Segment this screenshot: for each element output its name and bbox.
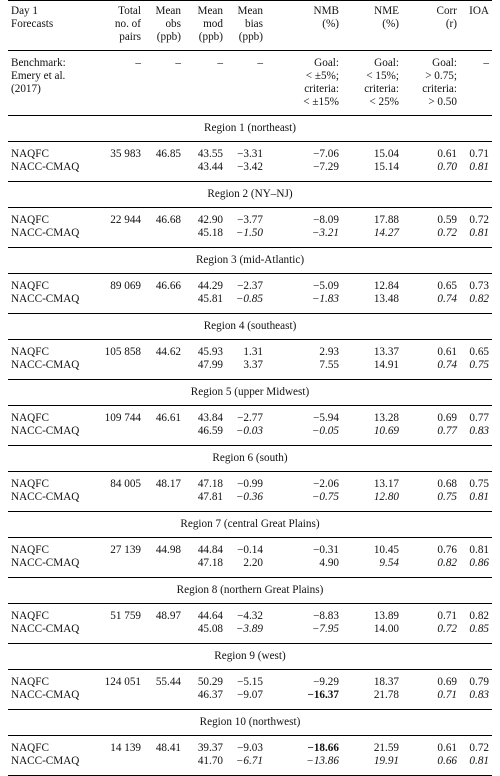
cell-name: NACC-CMAQ [11, 227, 80, 239]
cell-name: NAQFC [11, 478, 49, 490]
table-row [8, 142, 492, 162]
cell-obs: 46.66 [155, 280, 181, 292]
region-title: Region 9 (west) [8, 644, 492, 670]
cell-bias: −0.99 [237, 478, 263, 490]
cell-mod: 47.99 [197, 359, 223, 371]
cell-mod: 45.81 [197, 293, 223, 305]
cell-bias: −0.36 [235, 491, 263, 503]
table-row [8, 472, 492, 492]
cell-corr: 0.71 [437, 689, 457, 701]
table-row [8, 340, 492, 360]
benchmark-row [8, 51, 492, 116]
cell-nmb: −7.06 [313, 148, 339, 160]
table-row [8, 604, 492, 624]
cell-obs: 46.85 [155, 148, 181, 160]
benchmark-mod: – [217, 57, 223, 69]
forecast-evaluation-table [8, 0, 492, 776]
cell-corr: 0.70 [437, 161, 457, 173]
cell-nme: 13.37 [373, 346, 399, 358]
region-title: Region 10 (northwest) [8, 710, 492, 736]
cell-corr: 0.66 [402, 755, 460, 776]
cell-nmb: −7.95 [311, 623, 339, 635]
cell-bias: −2.37 [237, 280, 263, 292]
cell-nme: 9.54 [379, 557, 399, 569]
cell-name: NACC-CMAQ [8, 755, 96, 776]
benchmark-bias: – [257, 57, 263, 69]
cell-nmb: −3.21 [311, 227, 339, 239]
cell-pairs [96, 557, 144, 578]
cell-obs [144, 293, 184, 314]
table-row [8, 623, 492, 644]
cell-nmb: −13.86 [266, 755, 342, 776]
cell-nme: 18.37 [373, 676, 399, 688]
cell-mod: 47.18 [197, 557, 223, 569]
cell-obs: 48.41 [155, 742, 181, 754]
cell-bias: −0.03 [235, 425, 263, 437]
table-row [8, 538, 492, 558]
cell-nme: 21.59 [373, 742, 399, 754]
cell-name: NAQFC [11, 346, 49, 358]
cell-obs [144, 557, 184, 578]
cell-mod: 43.84 [197, 412, 223, 424]
cell-corr: 0.69 [437, 676, 457, 688]
cell-mod: 44.84 [197, 544, 223, 556]
cell-nme: 14.91 [373, 359, 399, 371]
cell-corr: 0.71 [437, 610, 457, 622]
cell-nmb: −16.37 [307, 689, 339, 701]
cell-obs [144, 491, 184, 512]
benchmark-corr: Goal: > 0.75; criteria: > 0.50 [422, 57, 457, 108]
cell-nmb: −8.83 [313, 610, 339, 622]
cell-bias: −5.15 [237, 676, 263, 688]
cell-pairs [96, 359, 144, 380]
region-title: Region 2 (NY–NJ) [8, 182, 492, 208]
cell-name: NACC-CMAQ [11, 425, 80, 437]
cell-name: NACC-CMAQ [11, 491, 80, 503]
cell-mod: 43.55 [197, 148, 223, 160]
cell-nmb: 7.55 [319, 359, 339, 371]
header-mean-obs: Mean obs (ppb) [144, 1, 184, 51]
header-corr: Corr (r) [402, 1, 460, 51]
cell-bias: −3.31 [237, 148, 263, 160]
cell-ioa: 0.81 [460, 755, 492, 776]
benchmark-nme: Goal: < 15%; criteria: < 25% [364, 57, 399, 108]
cell-bias: 2.20 [243, 557, 263, 569]
region-header [8, 446, 492, 472]
cell-mod: 47.18 [197, 478, 223, 490]
cell-obs [144, 623, 184, 644]
cell-pairs: 84 005 [110, 478, 141, 490]
cell-mod: 42.90 [197, 214, 223, 226]
cell-ioa: 0.71 [469, 148, 489, 160]
cell-pairs: 51 759 [110, 610, 141, 622]
cell-pairs [96, 161, 144, 182]
header-total-pairs: Total no. of pairs [96, 1, 144, 51]
cell-mod: 50.29 [197, 676, 223, 688]
region-title: Region 4 (southeast) [8, 314, 492, 340]
cell-ioa: 0.73 [469, 280, 489, 292]
cell-obs [144, 755, 184, 776]
cell-pairs: 89 069 [110, 280, 141, 292]
cell-mod: 46.59 [197, 425, 223, 437]
cell-bias: −3.77 [237, 214, 263, 226]
cell-pairs: 27 139 [110, 544, 141, 556]
cell-nme: 13.89 [373, 610, 399, 622]
cell-pairs [96, 623, 144, 644]
cell-obs [144, 161, 184, 182]
cell-obs [144, 689, 184, 710]
table-row [8, 293, 492, 314]
table-row [8, 491, 492, 512]
cell-obs: 44.62 [155, 346, 181, 358]
cell-nme: 13.48 [373, 293, 399, 305]
region-title: Region 5 (upper Midwest) [8, 380, 492, 406]
cell-name: NAQFC [11, 214, 49, 226]
region-title: Region 3 (mid-Atlantic) [8, 248, 492, 274]
cell-name: NAQFC [11, 148, 49, 160]
cell-name: NAQFC [11, 742, 49, 754]
header-forecasts: Day 1 Forecasts [8, 1, 96, 51]
cell-ioa: 0.81 [469, 491, 489, 503]
cell-mod: 43.44 [197, 161, 223, 173]
cell-name: NAQFC [11, 280, 49, 292]
header-nme: NME (%) [342, 1, 402, 51]
cell-corr: 0.61 [437, 148, 457, 160]
cell-nmb: −2.06 [313, 478, 339, 490]
cell-nme: 19.91 [342, 755, 402, 776]
benchmark-nmb: Goal: < ±5%; criteria: < ±15% [303, 57, 339, 108]
cell-ioa: 0.86 [469, 557, 489, 569]
table-row [8, 736, 492, 756]
cell-pairs [96, 227, 144, 248]
header-mean-mod: Mean mod (ppb) [184, 1, 226, 51]
cell-corr: 0.68 [437, 478, 457, 490]
cell-pairs [96, 689, 144, 710]
cell-bias: −1.50 [235, 227, 263, 239]
header-nmb: NMB (%) [266, 1, 342, 51]
region-title: Region 1 (northeast) [8, 116, 492, 142]
cell-corr: 0.65 [437, 280, 457, 292]
cell-corr: 0.75 [437, 491, 457, 503]
cell-mod: 45.93 [197, 346, 223, 358]
cell-nmb: −0.05 [311, 425, 339, 437]
table-row [8, 274, 492, 294]
cell-mod: 44.64 [197, 610, 223, 622]
cell-ioa: 0.83 [469, 425, 489, 437]
header-ioa: IOA [460, 1, 492, 51]
cell-pairs: 22 944 [110, 214, 141, 226]
cell-nme: 17.88 [373, 214, 399, 226]
cell-name: NAQFC [11, 412, 49, 424]
region-header [8, 710, 492, 736]
cell-obs [144, 425, 184, 446]
benchmark-label: Benchmark: Emery et al. (2017) [11, 57, 66, 95]
region-header [8, 380, 492, 406]
cell-nme: 13.28 [373, 412, 399, 424]
cell-nmb: −18.66 [307, 742, 339, 754]
cell-nmb: −0.75 [311, 491, 339, 503]
cell-ioa: 0.77 [469, 412, 489, 424]
cell-nme: 14.27 [373, 227, 399, 239]
cell-nmb: 2.93 [319, 346, 339, 358]
cell-nme: 14.00 [373, 623, 399, 635]
table-row [8, 208, 492, 228]
cell-pairs [96, 755, 144, 776]
cell-ioa: 0.83 [469, 689, 489, 701]
table-row [8, 161, 492, 182]
table-row [8, 359, 492, 380]
cell-corr: 0.77 [437, 425, 457, 437]
cell-nmb: 4.90 [319, 557, 339, 569]
cell-bias: −9.07 [237, 689, 263, 701]
table-row [8, 406, 492, 426]
region-header [8, 116, 492, 142]
cell-bias: 1.31 [243, 346, 263, 358]
region-title: Region 7 (central Great Plains) [8, 512, 492, 538]
header-mean-bias: Mean bias (ppb) [226, 1, 266, 51]
cell-corr: 0.61 [437, 742, 457, 754]
cell-corr: 0.82 [437, 557, 457, 569]
table-row [8, 425, 492, 446]
cell-name: NAQFC [11, 676, 49, 688]
cell-mod: 41.70 [184, 755, 226, 776]
cell-name: NACC-CMAQ [11, 161, 80, 173]
cell-mod: 39.37 [197, 742, 223, 754]
cell-ioa: 0.79 [469, 676, 489, 688]
cell-corr: 0.74 [437, 293, 457, 305]
cell-name: NACC-CMAQ [11, 293, 80, 305]
cell-corr: 0.69 [437, 412, 457, 424]
region-header [8, 578, 492, 604]
region-header [8, 512, 492, 538]
cell-nme: 15.04 [373, 148, 399, 160]
benchmark-obs: – [175, 57, 181, 69]
region-title: Region 8 (northern Great Plains) [8, 578, 492, 604]
cell-bias: −0.14 [237, 544, 263, 556]
cell-mod: 45.18 [197, 227, 223, 239]
cell-bias: −4.32 [237, 610, 263, 622]
cell-ioa: 0.85 [469, 623, 489, 635]
cell-name: NACC-CMAQ [11, 689, 80, 701]
cell-name: NAQFC [11, 544, 49, 556]
cell-obs: 44.98 [155, 544, 181, 556]
cell-nme: 15.14 [373, 161, 399, 173]
cell-nme: 12.80 [373, 491, 399, 503]
cell-corr: 0.72 [437, 623, 457, 635]
cell-nmb: −8.09 [313, 214, 339, 226]
table-body [8, 116, 492, 776]
cell-mod: 47.81 [197, 491, 223, 503]
cell-name: NAQFC [11, 610, 49, 622]
cell-corr: 0.76 [437, 544, 457, 556]
cell-pairs [96, 293, 144, 314]
cell-ioa: 0.75 [469, 478, 489, 490]
cell-obs: 48.17 [155, 478, 181, 490]
table-row [8, 557, 492, 578]
cell-bias: −6.71 [226, 755, 266, 776]
cell-bias: −0.85 [235, 293, 263, 305]
cell-ioa: 0.82 [469, 293, 489, 305]
cell-pairs: 124 051 [104, 676, 141, 688]
cell-pairs [96, 491, 144, 512]
cell-pairs: 14 139 [110, 742, 141, 754]
cell-nmb: −9.29 [313, 676, 339, 688]
cell-obs: 55.44 [155, 676, 181, 688]
cell-obs: 46.68 [155, 214, 181, 226]
cell-obs [144, 359, 184, 380]
cell-nmb: −5.09 [313, 280, 339, 292]
cell-pairs: 35 983 [110, 148, 141, 160]
cell-bias: −9.03 [237, 742, 263, 754]
cell-mod: 44.29 [197, 280, 223, 292]
cell-nmb: −0.31 [313, 544, 339, 556]
cell-ioa: 0.72 [469, 214, 489, 226]
cell-corr: 0.74 [437, 359, 457, 371]
cell-pairs: 105 858 [104, 346, 141, 358]
cell-corr: 0.61 [437, 346, 457, 358]
table-row [8, 755, 492, 776]
table-row [8, 227, 492, 248]
region-title: Region 6 (south) [8, 446, 492, 472]
cell-bias: −3.42 [237, 161, 263, 173]
cell-obs [144, 227, 184, 248]
cell-ioa: 0.81 [469, 161, 489, 173]
cell-nme: 12.84 [373, 280, 399, 292]
cell-name: NACC-CMAQ [11, 359, 80, 371]
cell-nmb: −1.83 [311, 293, 339, 305]
cell-pairs [96, 425, 144, 446]
region-header [8, 314, 492, 340]
region-header [8, 644, 492, 670]
cell-name: NACC-CMAQ [11, 557, 80, 569]
cell-nme: 10.69 [373, 425, 399, 437]
cell-ioa: 0.81 [469, 544, 489, 556]
cell-nmb: −7.29 [313, 161, 339, 173]
cell-corr: 0.72 [437, 227, 457, 239]
table-container [8, 0, 492, 776]
table-header-row [8, 1, 492, 51]
cell-ioa: 0.65 [469, 346, 489, 358]
benchmark-ioa: – [483, 57, 489, 69]
cell-corr: 0.59 [437, 214, 457, 226]
cell-ioa: 0.75 [469, 359, 489, 371]
table-row [8, 689, 492, 710]
cell-nmb: −5.94 [313, 412, 339, 424]
cell-bias: −2.77 [237, 412, 263, 424]
cell-ioa: 0.82 [469, 610, 489, 622]
cell-mod: 46.37 [197, 689, 223, 701]
cell-ioa: 0.72 [469, 742, 489, 754]
cell-nme: 21.78 [373, 689, 399, 701]
cell-name: NACC-CMAQ [11, 623, 80, 635]
cell-ioa: 0.81 [469, 227, 489, 239]
region-header [8, 248, 492, 274]
cell-obs: 46.61 [155, 412, 181, 424]
cell-bias: 3.37 [243, 359, 263, 371]
benchmark-pairs: – [135, 57, 141, 69]
table-row [8, 670, 492, 690]
cell-mod: 45.08 [197, 623, 223, 635]
cell-pairs: 109 744 [104, 412, 141, 424]
cell-nme: 13.17 [373, 478, 399, 490]
cell-bias: −3.89 [235, 623, 263, 635]
cell-obs: 48.97 [155, 610, 181, 622]
cell-nme: 10.45 [373, 544, 399, 556]
region-header [8, 182, 492, 208]
